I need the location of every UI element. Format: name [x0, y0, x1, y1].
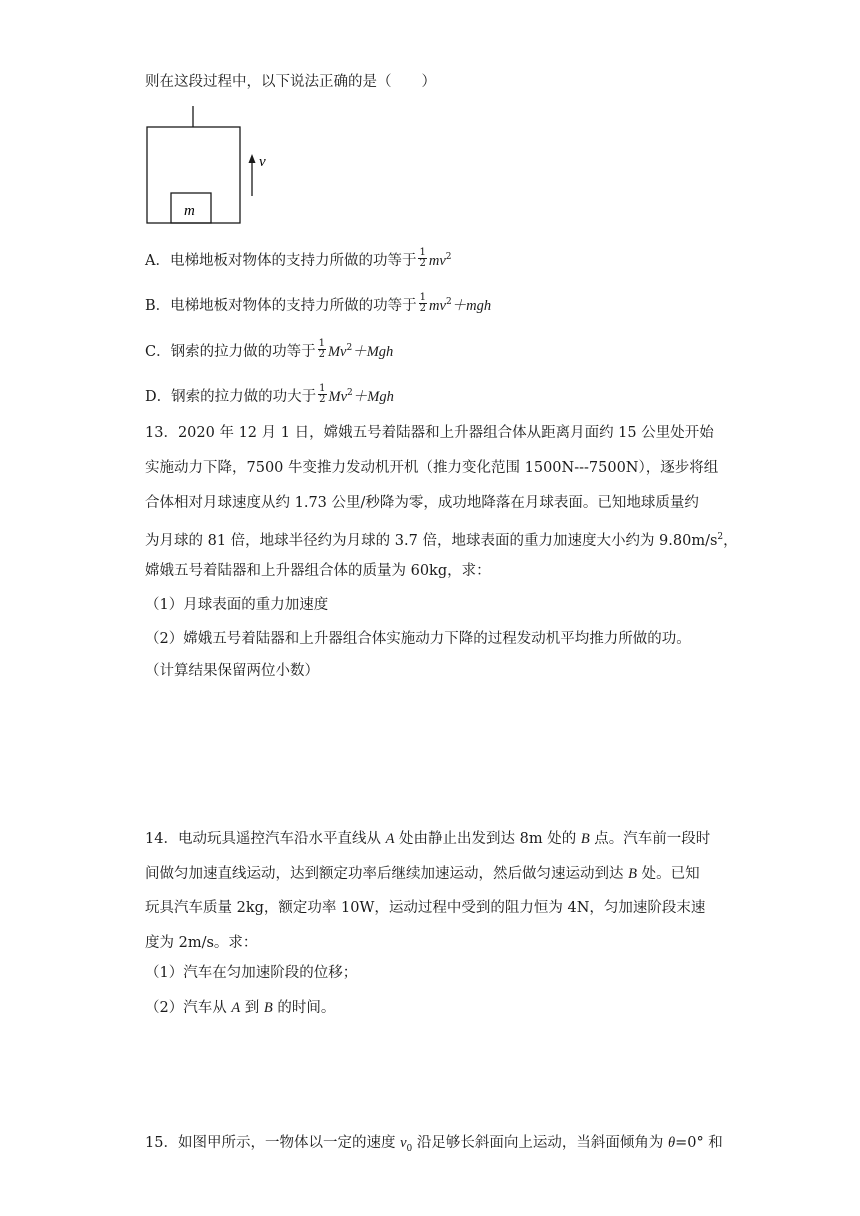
q14-line-4: 度为 2m/s。求：: [145, 935, 258, 951]
q14-sub-2: （2）汽车从 A 到 B 的时间。: [145, 1000, 336, 1016]
q13-sub-1: （1）月球表面的重力加速度: [145, 597, 329, 613]
q14-sub-1: （1）汽车在匀加速阶段的位移；: [145, 965, 358, 981]
mass-label: m: [184, 203, 195, 219]
q13-line-1: 13．2020 年 12 月 1 日，嫦娥五号着陆器和上升器组合体从距离月面约 15 公里处开始: [145, 425, 714, 441]
q13-line-4: 为月球的 81 倍，地球半径约为月球的 3.7 倍，地球表面的重力加速度大小约为 $9.80m/s^2$，: [145, 532, 738, 549]
option-a: A．电梯地板对物体的支持力所做的功等于 $\frac{1}{2}$ $mv^2$: [145, 247, 452, 270]
q13-line-3: 合体相对月球速度从约 1.73 公里/秒降为零，成功地降落在月球表面。已知地球质量约: [145, 495, 699, 511]
velocity-arrowhead: [249, 154, 256, 163]
fraction: $\frac{1}{2}$: [419, 292, 427, 315]
q14-line-3: 玩具汽车质量 2kg，额定功率 10W，运动过程中受到的阻力恒为 4N，匀加速阶段末速: [145, 900, 706, 916]
q15-line-1: 15．如图甲所示，一物体以一定的速度 $v_0$ 沿足够长斜面向上运动，当斜面倾角为 θ=0° 和: [145, 1135, 723, 1154]
question-intro: 则在这段过程中，以下说法正确的是（ ）: [145, 74, 436, 90]
q13-note: （计算结果保留两位小数）: [145, 663, 319, 679]
fraction: $\frac{1}{2}$: [419, 247, 426, 270]
q13-line-5: 嫦娥五号着陆器和上升器组合体的质量为 60kg，求：: [145, 563, 491, 579]
q13-line-2: 实施动力下降，7500 牛变推力发动机开机（推力变化范围 1500N---7500N），逐步将组: [145, 460, 719, 476]
velocity-label: v: [259, 154, 266, 170]
option-b: B．电梯地板对物体的支持力所做的功等于 $\frac{1}{2}$ $mv^2+mgh$: [145, 292, 492, 315]
fraction: $\frac{1}{2}$: [319, 383, 326, 406]
q13-sub-2: （2）嫦娥五号着陆器和上升器组合体实施动力下降的过程发动机平均推力所做的功。: [145, 631, 691, 647]
fraction: $\frac{1}{2}$: [318, 338, 325, 361]
q14-line-1: 14．电动玩具遥控汽车沿水平直线从 A 处由静止出发到达 8m 处的 B 点。汽车前一段时: [145, 831, 711, 847]
q14-line-2: 间做匀加速直线运动，达到额定功率后继续加速运动，然后做匀速运动到达 B 处。已知: [145, 866, 700, 882]
elevator-figure: [140, 102, 280, 228]
option-c: C．钢索的拉力做的功等于 $\frac{1}{2}$ $Mv^2+Mgh$: [145, 338, 394, 361]
option-d: D．钢索的拉力做的功大于 $\frac{1}{2}$ $Mv^2+Mgh$: [145, 383, 394, 406]
